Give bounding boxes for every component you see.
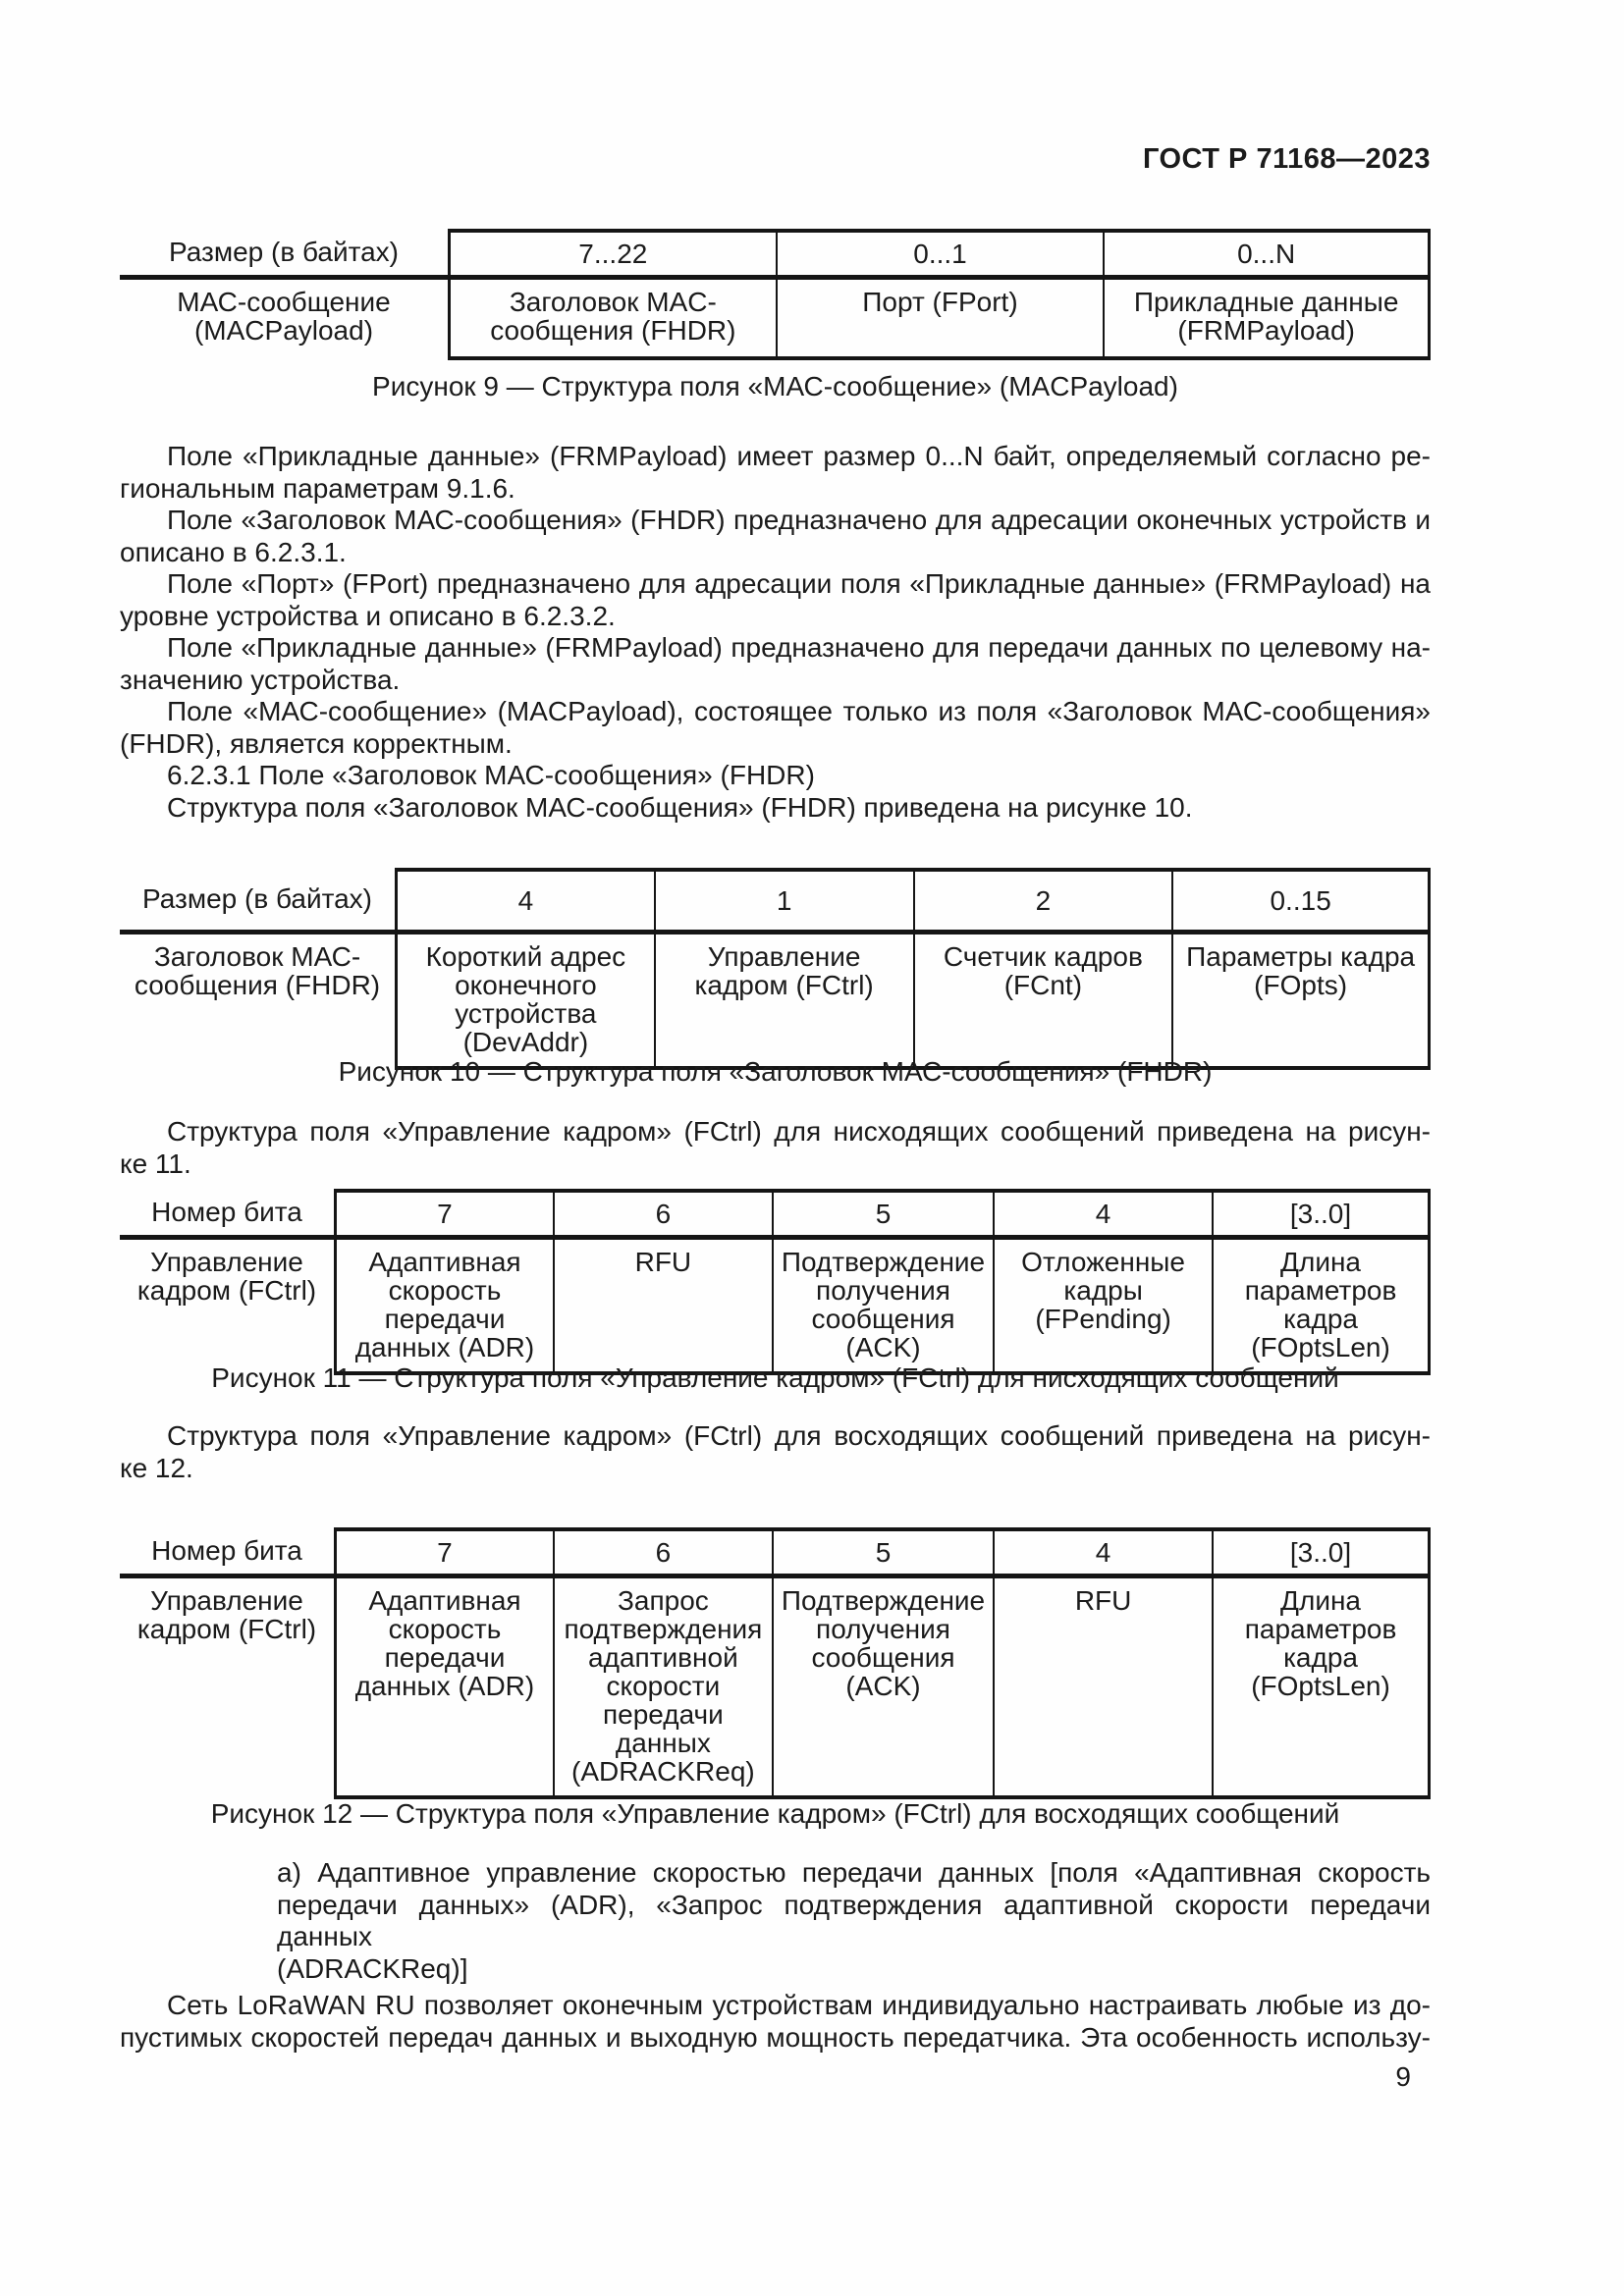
figure10-size-cell: 4 xyxy=(395,868,654,934)
figure12-row-label: Управление кадром (FCtrl) xyxy=(136,1585,317,1644)
figure9-size-cell: 0...N xyxy=(1103,229,1431,280)
figure12-field-cell: Длина параметров кадра (FOptsLen) xyxy=(1212,1578,1431,1799)
figure10-caption: Рисунок 10 — Структура поля «Заголовок МАС-сообщения» (FHDR) xyxy=(338,1056,1213,1087)
figure10-table xyxy=(120,868,1431,1070)
figure12-bit-cell: 5 xyxy=(772,1527,993,1578)
paragraph-fhdr-structure: Структура поля «Заголовок МАС-сообщения» (FHDR) приведена на рисунке 10. xyxy=(167,791,1193,823)
figure9-table xyxy=(120,229,1431,360)
figure9-size-label: Размер (в байтах) xyxy=(120,229,448,280)
figure10-field-cell: Управление кадром (FCtrl) xyxy=(654,934,913,1070)
figure11-field-cell: Адаптивная скорость передачи данных (ADR) xyxy=(334,1240,553,1375)
figure9-size-cell: 7...22 xyxy=(448,229,776,280)
figure12-field-cell: Адаптивная скорость передачи данных (ADR) xyxy=(334,1578,553,1799)
figure12-table xyxy=(120,1527,1431,1799)
figure9-field-cell: Прикладные данные (FRMPayload) xyxy=(1103,280,1431,360)
figure10-size-cell: 1 xyxy=(654,868,913,934)
figure11-bit-cell: [3..0] xyxy=(1212,1189,1431,1240)
paragraph-fport-purpose: Поле «Порт» (FPort) предназначено для адресации поля «Прикладные данные» (FRMPayload) на уровне устройства и описано в 6.2.3.2. xyxy=(120,568,1431,631)
figure11-field-cell: RFU xyxy=(553,1240,772,1375)
paragraph-fhdr-purpose: Поле «Заголовок МАС-сообщения» (FHDR) предназначено для адресации оконечных устройств и описано в 6.2.3.1. xyxy=(120,505,1431,567)
paragraph-fctrl-downlink: Структура поля «Управление кадром» (FCtrl) для нисходящих сообщений приведена на рисун- ке 11. xyxy=(120,1116,1431,1179)
figure9-size-cell: 0...1 xyxy=(776,229,1104,280)
figure10-size-cell: 2 xyxy=(913,868,1172,934)
figure10-size-cell: 0..15 xyxy=(1171,868,1431,934)
figure11-table xyxy=(120,1189,1431,1375)
paragraph-frmpayload-size: Поле «Прикладные данные» (FRMPayload) имеет размер 0...N байт, определяемый согласно ре- гиональным параметрам 9.1.6. xyxy=(120,441,1431,504)
figure11-bit-label: Номер бита xyxy=(120,1189,334,1240)
figure11-bit-cell: 7 xyxy=(334,1189,553,1240)
figure12-field-cell: Подтверждение получения сообщения (ACK) xyxy=(772,1578,993,1799)
figure12-bit-cell: [3..0] xyxy=(1212,1527,1431,1578)
figure10-field-cell: Короткий адрес оконечного устройства (DevAddr) xyxy=(395,934,654,1070)
paragraph-lorawan-adr: Сеть LoRaWAN RU позволяет оконечным устройствам индивидуально настраивать любые из до- пустимых скоростей передач данных и выходную мощность передатчика. Эта особенность использу- xyxy=(120,1990,1431,2053)
figure10-row-label: Заголовок МАС-сообщения (FHDR) xyxy=(134,941,381,1000)
figure11-row-label: Управление кадром (FCtrl) xyxy=(136,1247,317,1306)
figure12-field-cell: RFU xyxy=(993,1578,1212,1799)
figure12-caption: Рисунок 12 — Структура поля «Управление кадром» (FCtrl) для восходящих сообщений xyxy=(210,1798,1340,1829)
figure11-field-cell: Подтверждение получения сообщения (ACK) xyxy=(772,1240,993,1375)
figure10-field-cell: Счетчик кадров (FCnt) xyxy=(913,934,1172,1070)
document-code-header: ГОСТ Р 71168—2023 xyxy=(1142,143,1431,175)
figure12-field-cell: Запрос подтверждения адаптивной скорости передачи данных (ADRACKReq) xyxy=(553,1578,772,1799)
figure11-field-cell: Отложенные кадры (FPending) xyxy=(993,1240,1212,1375)
figure10-size-label: Размер (в байтах) xyxy=(120,868,395,934)
figure11-caption: Рисунок 11 — Структура поля «Управление кадром» (FCtrl) для нисходящих сообщений xyxy=(211,1362,1339,1393)
figure10-field-cell: Параметры кадра (FOpts) xyxy=(1171,934,1431,1070)
figure12-bit-cell: 4 xyxy=(993,1527,1212,1578)
paragraph-macpayload-valid: Поле «МАС-сообщение» (MACPayload), состоящее только из поля «Заголовок МАС-сообщения» (FHDR), является корректным. xyxy=(120,696,1431,759)
paragraph-frmpayload-purpose: Поле «Прикладные данные» (FRMPayload) предназначено для передачи данных по целевому на- значению устройства. xyxy=(120,632,1431,695)
list-item-a-adr: а) Адаптивное управление скоростью передачи данных [поля «Адаптивная скорость передачи данных» (ADR), «Запрос подтверждения адаптивной скорости передачи данных (ADRACKReq)] xyxy=(277,1857,1431,1984)
figure12-bit-cell: 6 xyxy=(553,1527,772,1578)
figure11-bit-cell: 4 xyxy=(993,1189,1212,1240)
figure11-bit-cell: 6 xyxy=(553,1189,772,1240)
figure9-field-cell: Порт (FPort) xyxy=(776,280,1104,360)
figure9-row-label: МАС-сообщение (MACPayload) xyxy=(177,287,391,346)
page-number: 9 xyxy=(1395,2061,1411,2092)
body-text-block xyxy=(120,441,1431,824)
heading-6-2-3-1: 6.2.3.1 Поле «Заголовок МАС-сообщения» (FHDR) xyxy=(167,760,815,790)
figure11-field-cell: Длина параметров кадра (FOptsLen) xyxy=(1212,1240,1431,1375)
figure12-bit-cell: 7 xyxy=(334,1527,553,1578)
figure9-caption: Рисунок 9 — Структура поля «МАС-сообщение» (MACPayload) xyxy=(372,371,1178,401)
paragraph-fctrl-uplink: Структура поля «Управление кадром» (FCtrl) для восходящих сообщений приведена на рисун- ке 12. xyxy=(120,1420,1431,1483)
figure12-bit-label: Номер бита xyxy=(120,1527,334,1578)
figure11-bit-cell: 5 xyxy=(772,1189,993,1240)
figure9-field-cell: Заголовок MAC-сообщения (FHDR) xyxy=(448,280,776,360)
